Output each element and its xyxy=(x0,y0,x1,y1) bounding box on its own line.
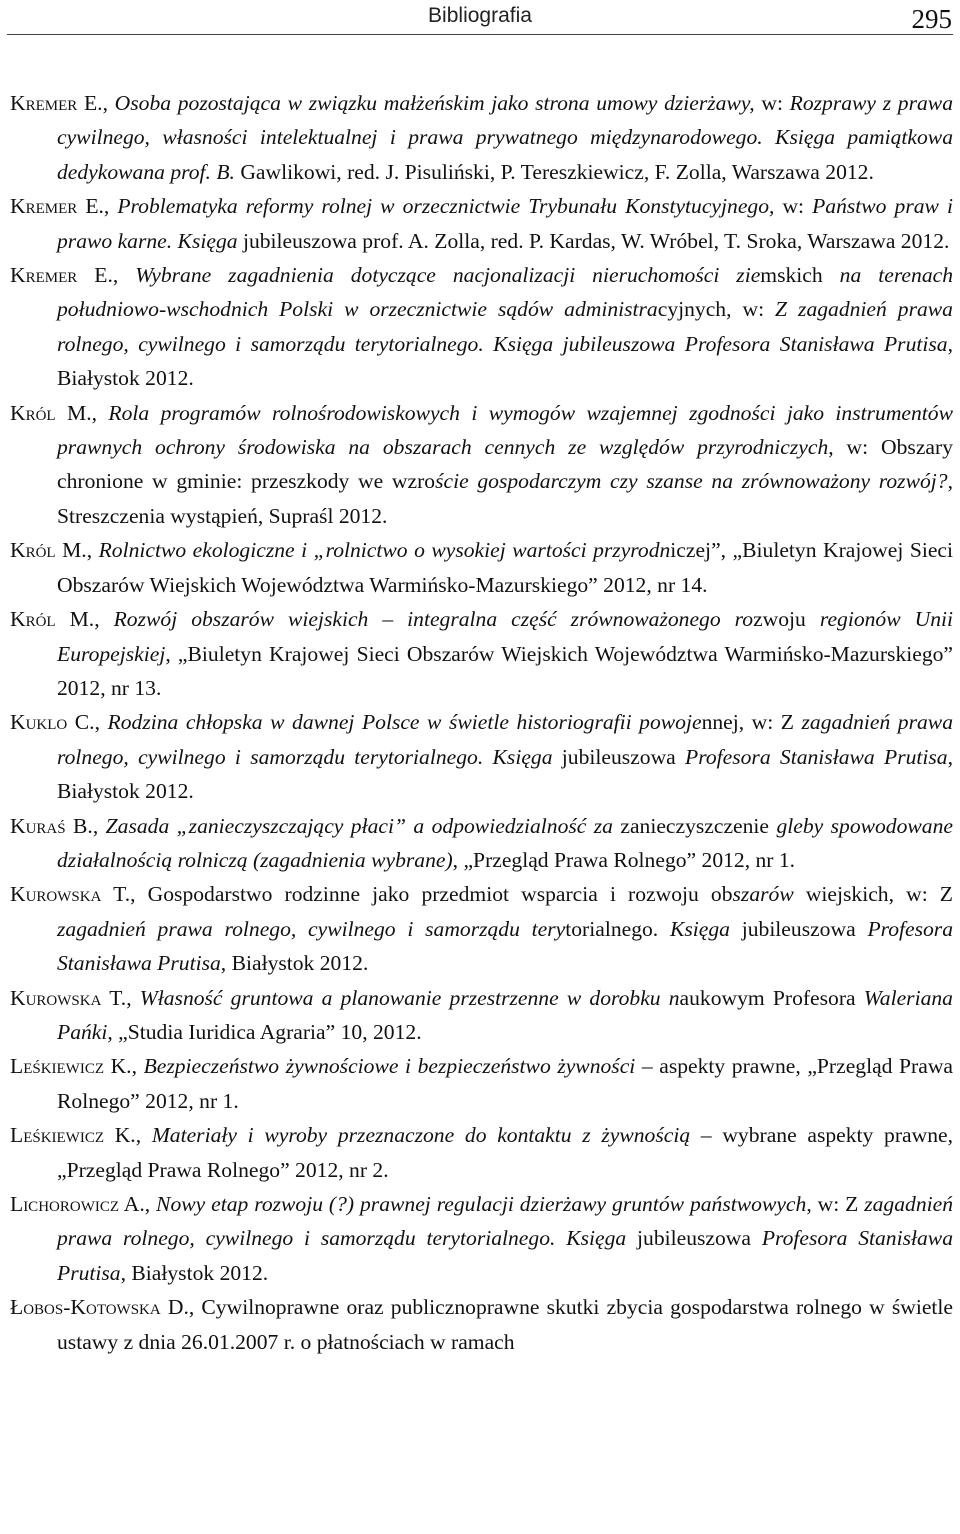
bibliography-entry xyxy=(10,1187,953,1290)
entry-title-italic: Waleriana Pańki xyxy=(57,985,953,1044)
entry-text: , xyxy=(112,263,136,288)
entry-author: Kurowska T. xyxy=(10,985,127,1010)
entry-text: , xyxy=(94,710,108,735)
entry-text: jubileuszowa prof. A. Zolla, red. P. Kardas, W. Wróbel, T. Sroka, Warszawa 2012. xyxy=(237,228,950,253)
page-number: 295 xyxy=(911,4,952,34)
entry-text: , Białystok 2012. xyxy=(120,1260,269,1285)
entry-text: Gawlikowi, red. J. Pisuliński, P. Tereszkiewicz, F. Zolla, Warszawa 2012. xyxy=(240,159,874,184)
entry-text: , Białystok 2012. xyxy=(57,331,953,391)
entry-text: , xyxy=(126,985,140,1010)
entry-text: , „Biuletyn Krajowej Sieci Obszarów Wiejskich Województwa Warmińsko-Mazurskiego” 2012, nr 13. xyxy=(57,641,953,700)
entry-author: Kuklo C. xyxy=(10,710,95,735)
entry-title-italic: Rolnictwo ekologiczne i „rolnictwo o wysokiej wartości przyrodn xyxy=(98,538,671,563)
entry-title-italic: Rozprawy z prawa cywilnego, własności intelektualnej i prawa prywatnego międzynarodowego. Księga pamiątkowa dedykowana prof. B. xyxy=(57,91,954,184)
bibliography-entry xyxy=(10,533,953,602)
entry-text: , xyxy=(86,538,99,563)
entry-title-italic: Profesora Stanisława Prutisa xyxy=(57,1226,954,1285)
entry-text: cyjnych, w: xyxy=(657,297,776,322)
header-title: Bibliografia xyxy=(428,4,532,27)
entry-text: ”, „Biuletyn Krajowej Sieci Obszarów Wiejskich Województwa Warmińsko-Mazurskiego” 2012, nr 14. xyxy=(57,538,954,597)
entry-text: , xyxy=(94,607,114,632)
bibliography-entry xyxy=(10,396,953,534)
entry-author: Król M. xyxy=(10,400,92,425)
entry-title-italic: Profesora Stanisława Prutisa xyxy=(57,916,954,976)
entry-text: wiejskich, w: Z xyxy=(793,882,953,907)
entry-text: , w: Z xyxy=(806,1192,865,1216)
entry-title-italic: gleby spowodowane działalnością rolniczą (zagadnienia wybrane) xyxy=(57,813,953,872)
entry-text: aspekty prawne, „Przegląd Prawa Rolnego” 2012, nr 1. xyxy=(57,1054,954,1113)
entry-text: , „Przegląd Prawa Rolnego” 2012, nr 1. xyxy=(452,847,796,872)
entry-text: , Cywilnoprawne oraz publicznoprawne skutki zbycia gospodarstwa rolnego w świetle ustawy z dnia 26.01.2007 r. o płatnościach w ramach xyxy=(57,1295,953,1354)
entry-title-italic: Bezpieczeństwo żywnościowe i bezpieczeństwo żywności – xyxy=(143,1054,660,1079)
entry-text: nnej, w: Z xyxy=(701,710,802,735)
entry-author: Kuraś B. xyxy=(10,813,93,838)
entry-author: Król M. xyxy=(10,607,95,632)
entry-title-italic: zagadnień prawa rolnego, cywilnego i samorządu tery xyxy=(57,916,566,941)
bibliography-entry xyxy=(10,1049,953,1118)
entry-text: iczej xyxy=(670,538,712,563)
entry-title-italic: Księga xyxy=(669,916,730,941)
entry-title-italic: Rozwój obszarów wiejskich – integralna część zrównoważonego ro xyxy=(113,607,754,632)
entry-text: , Białystok 2012. xyxy=(57,744,953,804)
entry-text: jubileuszowa xyxy=(729,916,868,941)
entry-author: Kurowska T. xyxy=(10,882,131,907)
entry-text: zanieczyszczenie xyxy=(612,813,777,838)
entry-author: Leśkiewicz K. xyxy=(10,1123,136,1148)
entry-title-italic: na terenach południowo-wschodnich Polski w orzecznictwie sądów administra xyxy=(57,263,953,322)
entry-text: , xyxy=(103,194,118,219)
bibliography-entry xyxy=(10,809,953,878)
entry-title-italic: Rola programów rolnośrodowiskowych i wymogów wzajemnej zgodności jako instrumentów prawnych ochrony środowiska na obszarach cennych ze względów przyrodniczych xyxy=(57,400,954,460)
entry-text: , w: Obszary chronione w gminie: przeszkody we wzro xyxy=(57,435,953,494)
entry-text: , xyxy=(131,1054,144,1079)
bibliography-entry xyxy=(10,258,953,396)
entry-author: Kremer E. xyxy=(10,194,104,219)
entry-text: mskich xyxy=(760,263,840,288)
entry-author: Lichorowicz A. xyxy=(10,1192,145,1216)
entry-text: , Gospodarstwo rodzinne jako przedmiot wsparcia i rozwoju ob xyxy=(130,882,733,907)
bibliography-entry xyxy=(10,705,953,808)
entry-title-italic: Profesora Stanisława Prutisa xyxy=(685,744,948,769)
entry-title-italic: Osoba pozostająca w związku małżeńskim jako strona umowy dzierżawy, xyxy=(114,91,755,115)
bibliography-list xyxy=(10,86,953,1359)
entry-text: , Białystok 2012. xyxy=(220,951,369,976)
bibliography-entry xyxy=(10,189,953,258)
entry-title-italic: Wybrane zagadnienia dotyczące nacjonalizacji nieruchomości zie xyxy=(135,263,761,288)
entry-text: w: xyxy=(774,194,813,219)
bibliography-entry xyxy=(10,1290,953,1359)
entry-title-italic: Państwo praw i prawo karne. Księga xyxy=(57,194,953,253)
entry-text: w: xyxy=(754,91,790,115)
entry-title-italic: Rodzina chłopska w dawnej Polsce w świetle historiografii powoje xyxy=(107,710,702,735)
entry-text: , xyxy=(91,400,109,425)
entry-text: , xyxy=(102,91,115,115)
entry-author: Leśkiewicz K. xyxy=(10,1054,132,1079)
entry-text: wybrane aspekty prawne, „Przegląd Prawa Rolnego” 2012, nr 2. xyxy=(57,1123,953,1182)
entry-title-italic: Nowy etap rozwoju (?) prawnej regulacji dzierżawy gruntów państwowych xyxy=(156,1192,807,1216)
entry-author: Kremer E. xyxy=(10,91,103,115)
bibliography-entry xyxy=(10,86,953,189)
entry-text: , Streszczenia wystąpień, Supraśl 2012. xyxy=(57,469,953,528)
entry-text: , xyxy=(135,1123,152,1148)
entry-text: , xyxy=(144,1192,157,1216)
running-header xyxy=(0,0,960,36)
entry-author: Król M. xyxy=(10,538,87,563)
entry-title-italic: Z zagadnień prawa rolnego, cywilnego i samorządu terytorialnego. Księga jubileuszowa Profesora Stanisława Prutisa xyxy=(57,297,953,356)
entry-title-italic: Zasada „zanieczyszczający płaci” a odpowiedzialność za xyxy=(105,813,613,838)
header-rule xyxy=(7,34,953,35)
entry-title-italic: Materiały i wyroby przeznaczone do kontaktu z żywnością – xyxy=(151,1123,723,1148)
entry-text: zwoju xyxy=(753,607,820,632)
entry-author: Kremer E. xyxy=(10,263,113,288)
entry-author: Łobos-Kotowska D. xyxy=(10,1295,189,1320)
entry-text: torialnego. xyxy=(565,916,670,941)
bibliography-entry xyxy=(10,877,953,980)
entry-text: aukowym Profesora xyxy=(679,985,864,1010)
entry-title-italic: zagadnień prawa rolnego, cywilnego i samorządu terytorialnego. Księga xyxy=(57,1192,954,1251)
entry-title-italic: ście gospodarczym czy szanse na zrównoważony rozwój? xyxy=(435,469,948,494)
entry-title-italic: Własność gruntowa a planowanie przestrzenne w dorobku n xyxy=(139,985,680,1010)
entry-text: , „Studia Iuridica Agraria” 10, 2012. xyxy=(107,1019,422,1044)
entry-text: jubileuszowa xyxy=(552,744,686,769)
entry-title-italic: szarów xyxy=(732,882,794,907)
bibliography-entry xyxy=(10,1118,953,1187)
entry-text: jubileuszowa xyxy=(626,1226,762,1251)
entry-title-italic: regionów Unii Europejskiej xyxy=(57,607,954,666)
entry-title-italic: zagadnień prawa rolnego, cywilnego i samorządu terytorialnego. Księga xyxy=(57,710,953,769)
entry-title-italic: Problematyka reformy rolnej w orzecznictwie Trybunału Konstytucyjnego, xyxy=(117,194,775,219)
entry-text: , xyxy=(92,813,106,838)
bibliography-entry xyxy=(10,981,953,1050)
bibliography-entry xyxy=(10,602,953,705)
